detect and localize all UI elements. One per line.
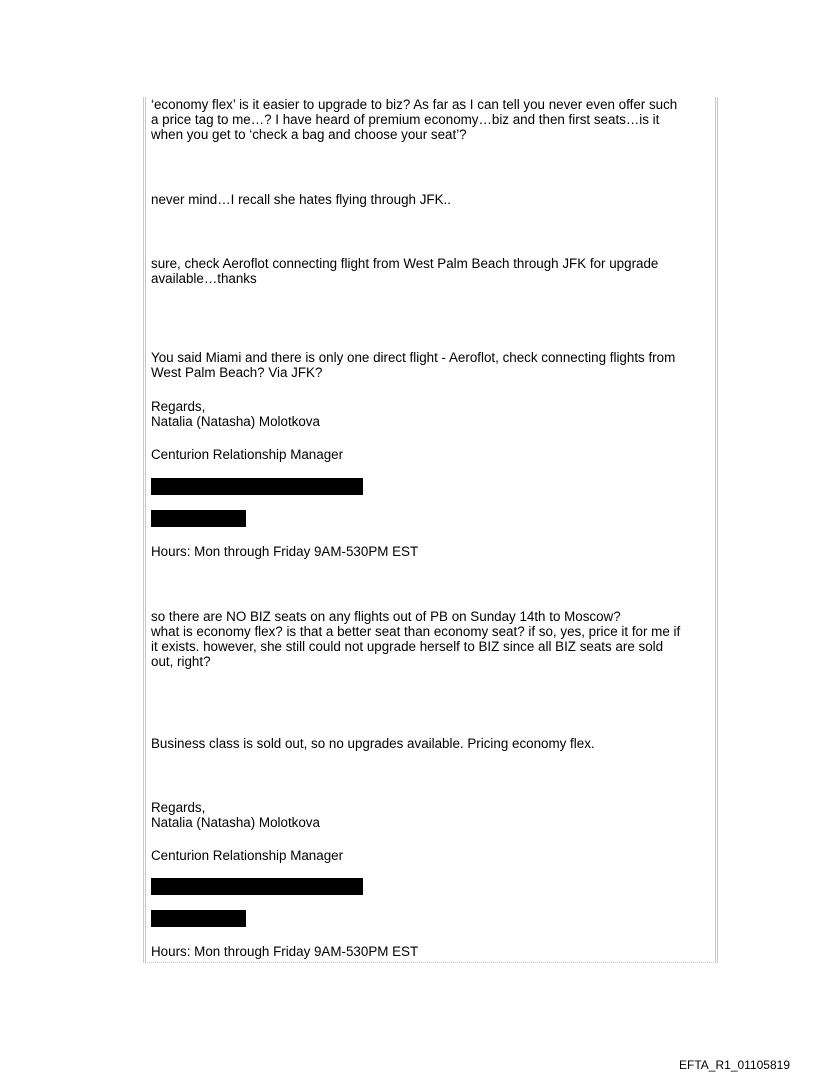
redaction-bar xyxy=(151,910,246,927)
redaction-bar xyxy=(151,510,246,527)
message-text: You said Miami and there is only one direct flight - Aeroflot, check connecting flights from West Palm Beach? Via JFK? xyxy=(151,350,676,380)
signature-hours: Hours: Mon through Friday 9AM-530PM EST xyxy=(151,944,419,959)
message-text: so there are NO BIZ seats on any flights out of PB on Sunday 14th to Moscow? what is economy flex? is that a better seat than economy seat? if so, yes, price it for me if it exists. however, she still could not upgrade herself to BIZ since all BIZ seats are sold out, right? xyxy=(151,609,681,669)
signature-title: Centurion Relationship Manager xyxy=(151,848,344,863)
message-text: Business class is sold out, so no upgrades available. Pricing economy flex. xyxy=(151,736,595,751)
signature-title: Centurion Relationship Manager xyxy=(151,447,344,462)
signature-hours: Hours: Mon through Friday 9AM-530PM EST xyxy=(151,544,419,559)
message-text: never mind…I recall she hates flying through JFK.. xyxy=(151,192,451,207)
redaction-bar xyxy=(151,478,363,495)
message-text: ‘economy flex’ is it easier to upgrade to biz? As far as I can tell you never even offer such a price tag to me…? I have heard of premium economy…biz and then first seats…is it when you get to ‘check a bag and choose your seat’? xyxy=(151,97,678,142)
signature-regards: Regards, Natalia (Natasha) Molotkova xyxy=(151,399,320,429)
message-text: sure, check Aeroflot connecting flight from West Palm Beach through JFK for upgrade available…thanks xyxy=(151,256,659,286)
redaction-bar xyxy=(151,878,363,895)
signature-regards: Regards, Natalia (Natasha) Molotkova xyxy=(151,800,320,830)
email-thread-frame xyxy=(143,97,718,963)
document-id: EFTA_R1_01105819 xyxy=(679,1058,790,1072)
